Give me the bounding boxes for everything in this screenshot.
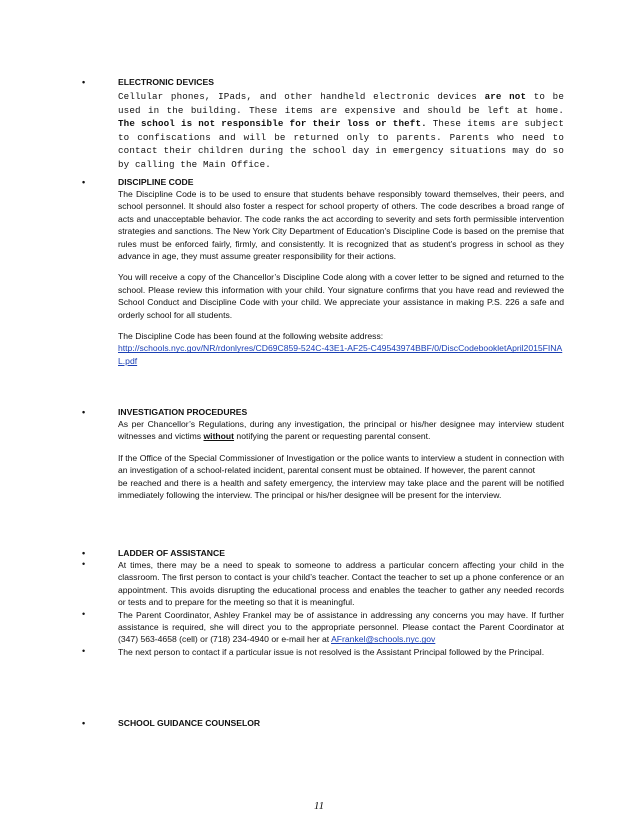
bullet: • [82, 548, 86, 558]
discipline-link-wrap [118, 342, 564, 367]
section-heading [82, 76, 564, 88]
text-run: As per Chancellor’s Regulations, during any investigation, the principal or his/her designee may interview student witnesses and victims [118, 419, 564, 442]
text-run-bold: are not [484, 91, 527, 102]
text-run-bold: without [203, 431, 235, 442]
heading-text: LADDER OF ASSISTANCE [118, 548, 225, 558]
bullet: • [82, 645, 86, 656]
text-run: These items are subject to confiscations and will be returned only to parents. Parents who need to contact their children during the school day in emergency situations may do so by calling the Main Office. [118, 118, 564, 170]
ladder-item-3 [82, 645, 564, 658]
investigation-paragraph-2: If the Office of the Special Commissioner of Investigation or the police wants to interview a student in connection with an investigation of a school-related incident, parental consent must be obtained. If however, the parent cannot [118, 452, 564, 476]
text-run: to be used in the building. These items are expensive and should be left at home. [118, 91, 564, 116]
discipline-paragraph-2: You will receive a copy of the Chancellor’s Discipline Code along with a cover letter to be signed and returned to the school. Please review this information with your child. Your signature confirms that you have read and reviewed the School Conduct and Discipline Code with your child. We appreciate your assistance in making P.S. 226 a safe and orderly school for all students. [118, 272, 564, 320]
section-investigation-procedures [82, 406, 564, 501]
text-run: The Parent Coordinator, Ashley Frankel may be of assistance in addressing any concerns you may have. If further assistance is required, she will direct you to the appropriate personnel. Please contact the Parent Coordinator at (347) 563-4658 (cell) or (718) 234-4940 or e-mail her at [118, 609, 564, 645]
section-heading [82, 547, 564, 559]
email-link[interactable]: AFrankel@schools.nyc.gov [331, 634, 436, 645]
heading-text: INVESTIGATION PROCEDURES [118, 407, 248, 417]
discipline-code-link[interactable]: http://schools.nyc.gov/NR/rdonlyres/CD69C859-524C-43E1-AF25-C49543974BBF/0/DiscCodebookletApril2015FINAL.pdf [118, 343, 563, 366]
section-ladder-of-assistance [82, 547, 564, 658]
heading-text: SCHOOL GUIDANCE COUNSELOR [118, 718, 261, 728]
page-number: 11 [313, 800, 325, 812]
bullet: • [82, 177, 86, 187]
heading-text: DISCIPLINE CODE [118, 177, 194, 187]
section-heading [82, 717, 564, 729]
text-run: Cellular phones, IPads, and other handheld electronic devices [118, 91, 485, 102]
bullet: • [82, 407, 86, 417]
investigation-paragraph-1 [118, 418, 564, 443]
discipline-paragraph-1: The Discipline Code is to be used to ensure that students behave responsibly toward themselves, their peers, and school personnel. It should also foster a respect for school property of others. The code describes a broad range of acts and unacceptable behavior. The code ranks the act according to severity and sets forth permissible intervention strategies and sanctions. The New York City Department of Education’s Discipline Code is based on the premise that rules must be enforced fairly, firmly, and consistently. It is recognized that as student’s progress in school as they advance in age, they must assume greater responsibility for their actions. [118, 189, 564, 262]
section-heading [82, 176, 564, 188]
ladder-item-text: At times, there may be a need to speak to someone to address a particular concern affecting your child in the classroom. The first person to contact is your child’s teacher. Contact the teacher to set up a phone conference or an appointment. This avoids disrupting the educational process and enables the teacher to gather any needed records or tests and to prepare for the meeting so that it is meaningful. [118, 560, 564, 608]
heading-text: ELECTRONIC DEVICES [118, 77, 214, 87]
discipline-paragraph-3: The Discipline Code has been found at the following website address: [118, 331, 384, 342]
text-run-bold: The school is not responsible for their loss or theft. [118, 118, 427, 130]
bullet: • [82, 559, 86, 569]
investigation-paragraph-3: be reached and there is a health and safety emergency, the interview may take place and the parent will be notified immediately following the interview. The principal or his/her designee will be present for the interview. [118, 477, 564, 501]
electronic-paragraph [118, 90, 564, 172]
ladder-item-text: The next person to contact if a particular issue is not resolved is the Assistant Principal followed by the Principal. [118, 646, 545, 657]
section-electronic-devices [82, 76, 564, 172]
section-heading [82, 406, 564, 418]
section-school-guidance-counselor [82, 717, 564, 729]
text-run: notifying the parent or requesting parental consent. [234, 431, 431, 442]
section-discipline-code [82, 176, 564, 367]
ladder-item-1 [82, 559, 564, 609]
ladder-item-2 [82, 608, 564, 646]
ladder-item-text [118, 609, 564, 646]
bullet: • [82, 608, 86, 619]
bullet: • [82, 718, 86, 728]
bullet: • [82, 77, 86, 87]
